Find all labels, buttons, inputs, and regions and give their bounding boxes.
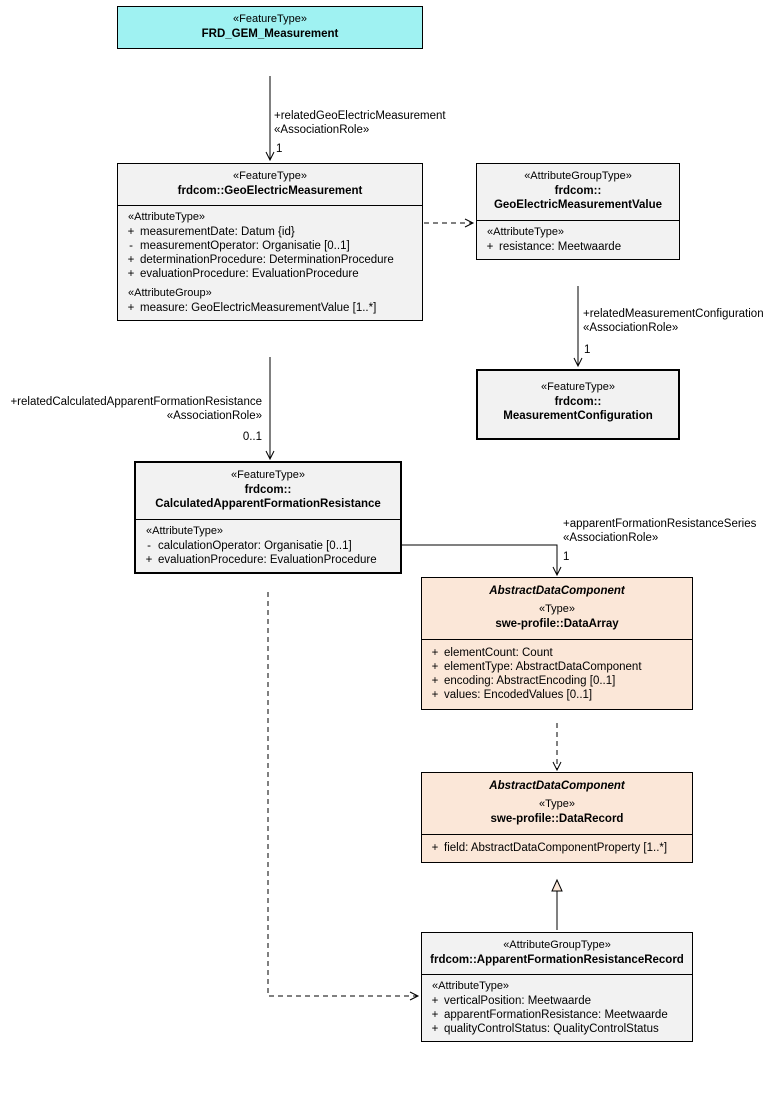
attribute-row [122, 301, 418, 315]
class-name: swe-profile::DataArray [495, 618, 619, 631]
visibility: + [431, 995, 439, 1008]
class-name [483, 184, 673, 213]
attribute-row [122, 239, 418, 253]
class-stereotype: «FeatureType» [231, 469, 305, 481]
class-attributes [422, 835, 692, 862]
visibility: + [127, 226, 135, 239]
class-data-record[interactable] [421, 772, 693, 863]
association-stereotype: «AssociationRole» [563, 531, 659, 544]
visibility: + [431, 1023, 439, 1036]
class-name-line1: frdcom:: [244, 483, 292, 496]
edge-multiplicity-related-calculated-apparent-formation-resistance: 0..1 [242, 431, 262, 443]
association-stereotype: «AssociationRole» [274, 123, 370, 136]
class-name-line2: MeasurementConfiguration [503, 410, 653, 423]
attribute-text: measurementDate: Datum {id} [140, 226, 295, 239]
attribute-text: elementCount: Count [444, 646, 553, 659]
class-apparent-formation-resistance-record[interactable] [421, 932, 693, 1042]
attribute-text: elementType: AbstractDataComponent [444, 660, 642, 673]
class-name-line1: frdcom:: [554, 395, 602, 408]
class-stereotype: «AttributeGroupType» [524, 170, 632, 182]
attribute-row [426, 994, 688, 1008]
class-name-line1: frdcom:: [554, 184, 602, 197]
edge-multiplicity-related-measurement-configuration: 1 [584, 344, 591, 356]
edge-label-related-measurement-configuration [583, 308, 764, 336]
visibility: + [431, 646, 439, 659]
edge-multiplicity-apparent-formation-resistance-series: 1 [563, 551, 570, 563]
attribute-row [426, 1008, 688, 1022]
attribute-text: field: AbstractDataComponentProperty [1..*] [444, 841, 668, 854]
association-stereotype: «AssociationRole» [166, 409, 262, 422]
class-header [477, 164, 679, 220]
visibility: - [147, 539, 151, 552]
class-header [118, 7, 422, 48]
attribute-row [122, 267, 418, 281]
attribute-text: evaluationProcedure: EvaluationProcedure [158, 553, 377, 566]
class-header [136, 463, 400, 519]
edge-label-related-calculated-apparent-formation-resistance [0, 396, 262, 424]
visibility: + [431, 688, 439, 701]
class-name-line2: CalculatedApparentFormationResistance [155, 498, 381, 511]
class-header [422, 578, 692, 639]
visibility: + [127, 254, 135, 267]
class-name [484, 395, 672, 424]
association-role: +relatedGeoElectricMeasurement [274, 110, 446, 122]
class-header [478, 371, 678, 438]
association-stereotype: «AssociationRole» [583, 321, 679, 334]
attribute-row [122, 225, 418, 239]
attribute-row [426, 660, 688, 674]
class-data-array[interactable] [421, 577, 693, 710]
class-stereotype: «Type» [538, 798, 576, 811]
attribute-text: verticalPosition: Meetwaarde [444, 995, 592, 1008]
class-stereotype: «FeatureType» [541, 381, 615, 393]
association-role: +relatedMeasurementConfiguration [583, 308, 764, 320]
class-attributes [422, 640, 692, 709]
attribute-row [426, 688, 688, 702]
attribute-text: values: EncodedValues [0..1] [444, 688, 593, 701]
class-measurement-configuration[interactable] [476, 369, 680, 440]
attribute-text: measure: GeoElectricMeasurementValue [1..*] [140, 302, 377, 315]
edge-label-apparent-formation-resistance-series [563, 518, 756, 546]
attribute-text: qualityControlStatus: QualityControlStatus [444, 1023, 659, 1036]
visibility: + [431, 841, 439, 854]
attribute-row [426, 674, 688, 688]
attribute-text: encoding: AbstractEncoding [0..1] [444, 674, 616, 687]
attribute-row [481, 240, 675, 254]
attribute-text: measurementOperator: Organisatie [0..1] [140, 240, 350, 253]
edge-multiplicity-related-geo-electric-measurement: 1 [276, 143, 283, 155]
attribute-group-label: «AttributeType» [128, 211, 206, 224]
class-supertype: AbstractDataComponent [489, 780, 625, 792]
class-header [422, 933, 692, 974]
class-supertype: AbstractDataComponent [489, 585, 625, 597]
class-stereotype: «AttributeGroupType» [503, 939, 611, 951]
attribute-group-label: «AttributeType» [146, 524, 224, 537]
attribute-text: calculationOperator: Organisatie [0..1] [158, 539, 352, 552]
visibility: + [431, 674, 439, 687]
class-name: FRD_GEM_Measurement [201, 27, 339, 40]
attribute-group-label: «AttributeType» [487, 225, 565, 238]
class-geoelectric-measurement-value[interactable] [476, 163, 680, 260]
class-header [118, 164, 422, 205]
attribute-row [426, 1022, 688, 1036]
attribute-row [140, 539, 396, 553]
class-name [142, 483, 394, 512]
visibility: - [129, 240, 133, 253]
attribute-group-label: «AttributeType» [432, 980, 510, 993]
class-geoelectric-measurement[interactable] [117, 163, 423, 321]
visibility: + [145, 553, 153, 566]
class-stereotype: «FeatureType» [233, 13, 307, 25]
class-attributes [118, 206, 422, 320]
class-stereotype: «Type» [538, 603, 576, 616]
class-header [422, 773, 692, 834]
attribute-row [426, 646, 688, 660]
visibility: + [486, 240, 494, 253]
edge-label-related-geo-electric-measurement [274, 110, 446, 138]
attribute-text: apparentFormationResistance: Meetwaarde [444, 1009, 668, 1022]
class-frd-gem-measurement[interactable] [117, 6, 423, 49]
visibility: + [127, 302, 135, 315]
class-name: swe-profile::DataRecord [490, 813, 624, 826]
class-attributes [136, 520, 400, 572]
attribute-group-label: «AttributeGroup» [128, 287, 212, 300]
association-role: +apparentFormationResistanceSeries [563, 518, 757, 530]
visibility: + [127, 268, 135, 281]
association-role: +relatedCalculatedApparentFormationResistance [10, 396, 262, 408]
class-name: frdcom::ApparentFormationResistanceRecord [430, 953, 684, 966]
attribute-text: evaluationProcedure: EvaluationProcedure [140, 268, 359, 281]
attribute-row [122, 253, 418, 267]
class-attributes [422, 975, 692, 1041]
attribute-text: determinationProcedure: DeterminationProcedure [140, 254, 394, 267]
attribute-row [426, 841, 688, 855]
attribute-row [140, 553, 396, 567]
attribute-text: resistance: Meetwaarde [499, 240, 622, 253]
class-calculated-apparent-formation-resistance[interactable] [134, 461, 402, 574]
visibility: + [431, 660, 439, 673]
visibility: + [431, 1009, 439, 1022]
class-attributes [477, 221, 679, 259]
class-name-line2: GeoElectricMeasurementValue [493, 199, 663, 212]
class-name: frdcom::GeoElectricMeasurement [177, 184, 363, 197]
class-stereotype: «FeatureType» [233, 170, 307, 182]
